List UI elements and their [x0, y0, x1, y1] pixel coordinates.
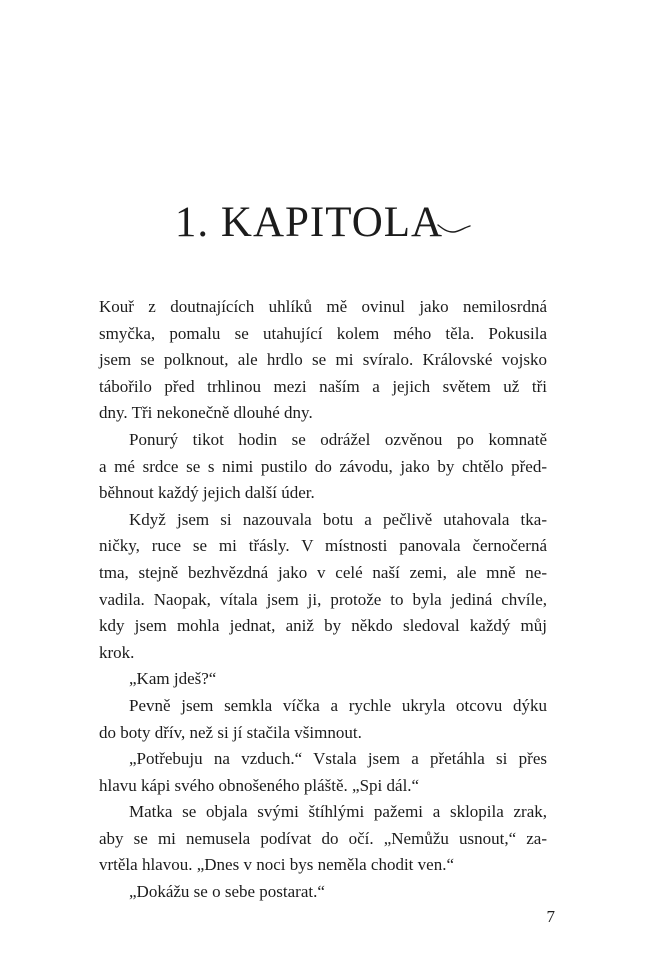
text-line: smyčka, pomalu se utahující kolem mého těla. Pokusila [99, 323, 547, 343]
text-line: tma, stejně bezhvězdná jako v celé naší zemi, ale mně ne- [99, 562, 547, 582]
text-line: „Dokážu se o sebe postarat.“ [129, 882, 325, 902]
text-line: aby se mi nemusela podívat do očí. „Nemůžu usnout,“ za- [99, 828, 547, 848]
text-line: do boty dřív, než si jí stačila všimnout. [99, 722, 362, 742]
paragraph [99, 507, 547, 667]
text-line: hlavu kápi svého obnošeného pláště. „Spi dál.“ [99, 775, 420, 795]
paragraph [99, 799, 547, 879]
text-line: běhnout každý jejich další úder. [99, 483, 315, 503]
page-number: 7 [546, 907, 555, 926]
text-line: krok. [99, 642, 135, 662]
swash-ornament-icon [437, 216, 471, 236]
text-line: vrtěla hlavou. „Dnes v noci bys neměla chodit ven.“ [99, 855, 454, 875]
paragraph [99, 879, 547, 906]
chapter-title-text: 1. KAPITOLA [174, 198, 444, 246]
text-line: Matka se objala svými štíhlými pažemi a sklopila zrak, [129, 802, 547, 822]
text-line: Kouř z doutnajících uhlíků mě ovinul jako nemilosrdná [99, 297, 547, 316]
text-line: kdy jsem mohla jednat, aniž by někdo sledoval každý můj [99, 616, 547, 636]
text-line: jsem se polknout, ale hrdlo se mi svíralo. Královské vojsko [99, 350, 547, 370]
text-line: „Kam jdeš?“ [129, 669, 217, 689]
text-line: Když jsem si nazouvala botu a pečlivě utahovala tka- [129, 509, 547, 529]
text-line: vadila. Naopak, vítala jsem ji, protože to byla jediná chvíle, [99, 589, 547, 609]
text-line: a mé srdce se s nimi pustilo do závodu, jako by chtělo před- [99, 456, 547, 476]
text-line: „Potřebuju na vzduch.“ Vstala jsem a přetáhla si přes [129, 749, 547, 769]
chapter-body [99, 294, 547, 906]
text-line: dny. Tři nekonečně dlouhé dny. [99, 403, 313, 423]
paragraph [99, 746, 547, 799]
text-line: ničky, ruce se mi třásly. V místnosti panovala černočerná [99, 536, 547, 556]
paragraph [99, 427, 547, 507]
text-line: Ponurý tikot hodin se odrážel ozvěnou po komnatě [129, 429, 547, 449]
paragraph [99, 693, 547, 746]
chapter-title [0, 198, 646, 246]
paragraph [99, 294, 547, 427]
text-line: Pevně jsem semkla víčka a rychle ukryla otcovu dýku [129, 695, 547, 715]
text-line: tábořilo před trhlinou mezi naším a jejich světem už tři [99, 376, 547, 396]
paragraph [99, 666, 547, 693]
